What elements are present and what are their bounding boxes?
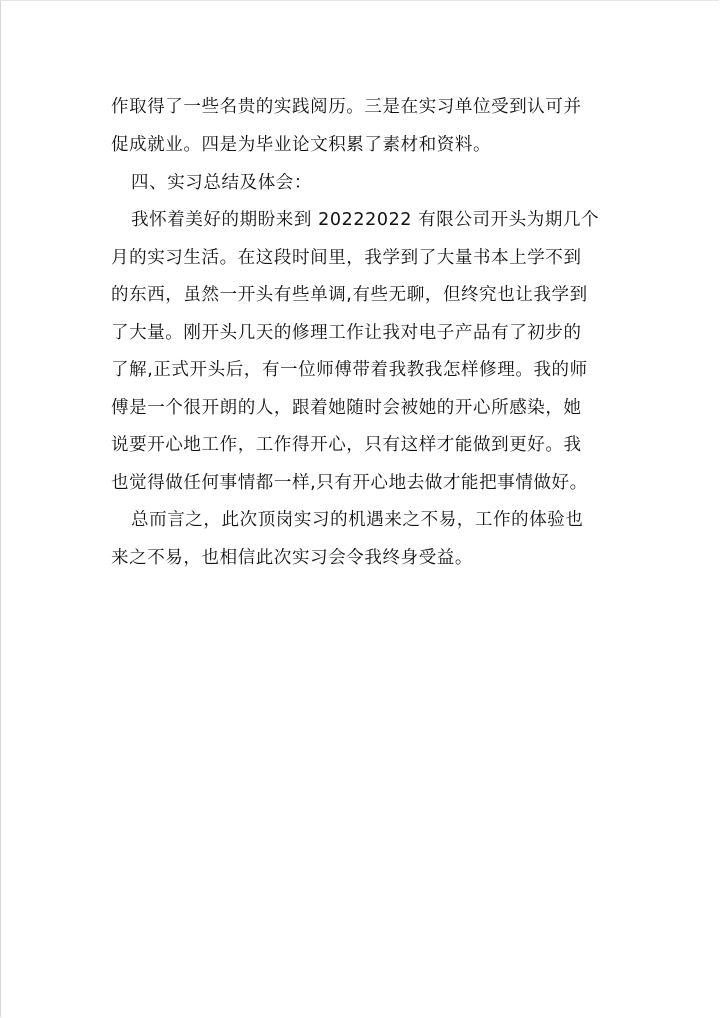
paragraph-line: 我怀着美好的期盼来到 20222022 有限公司开头为期几个 <box>131 210 600 230</box>
paragraph-line: 也觉得做任何事情都一样,只有开心地去做才能把事情做好。 <box>111 473 588 493</box>
paragraph-line: 了解,正式开头后，有一位师傅带着我教我怎样修理。我的师 <box>111 360 588 380</box>
paragraph-line: 促成就业。四是为毕业论文积累了素材和资料。 <box>111 135 492 155</box>
paragraph-line: 了大量。刚开头几天的修理工作让我对电子产品有了初步的 <box>111 323 582 343</box>
section-heading: 四、实习总结及体会： <box>131 173 312 193</box>
paragraph-line: 月的实习生活。在这段时间里，我学到了大量书本上学不到 <box>111 248 582 268</box>
paragraph-line: 总而言之，此次顶岗实习的机遇来之不易，工作的体验也 <box>131 510 584 530</box>
paragraph-line: 说要开心地工作，工作得开心，只有这样才能做到更好。我 <box>111 435 582 455</box>
paragraph-line: 的东西，虽然一开头有些单调,有些无聊，但终究也让我学到 <box>111 285 588 305</box>
paragraph-line: 傅是一个很开朗的人，跟着她随时会被她的开心所感染，她 <box>111 398 582 418</box>
paragraph-line: 作取得了一些名贵的实践阅历。三是在实习单位受到认可并 <box>111 97 582 117</box>
paragraph-line: 来之不易，也相信此次实习会令我终身受益。 <box>111 548 473 568</box>
